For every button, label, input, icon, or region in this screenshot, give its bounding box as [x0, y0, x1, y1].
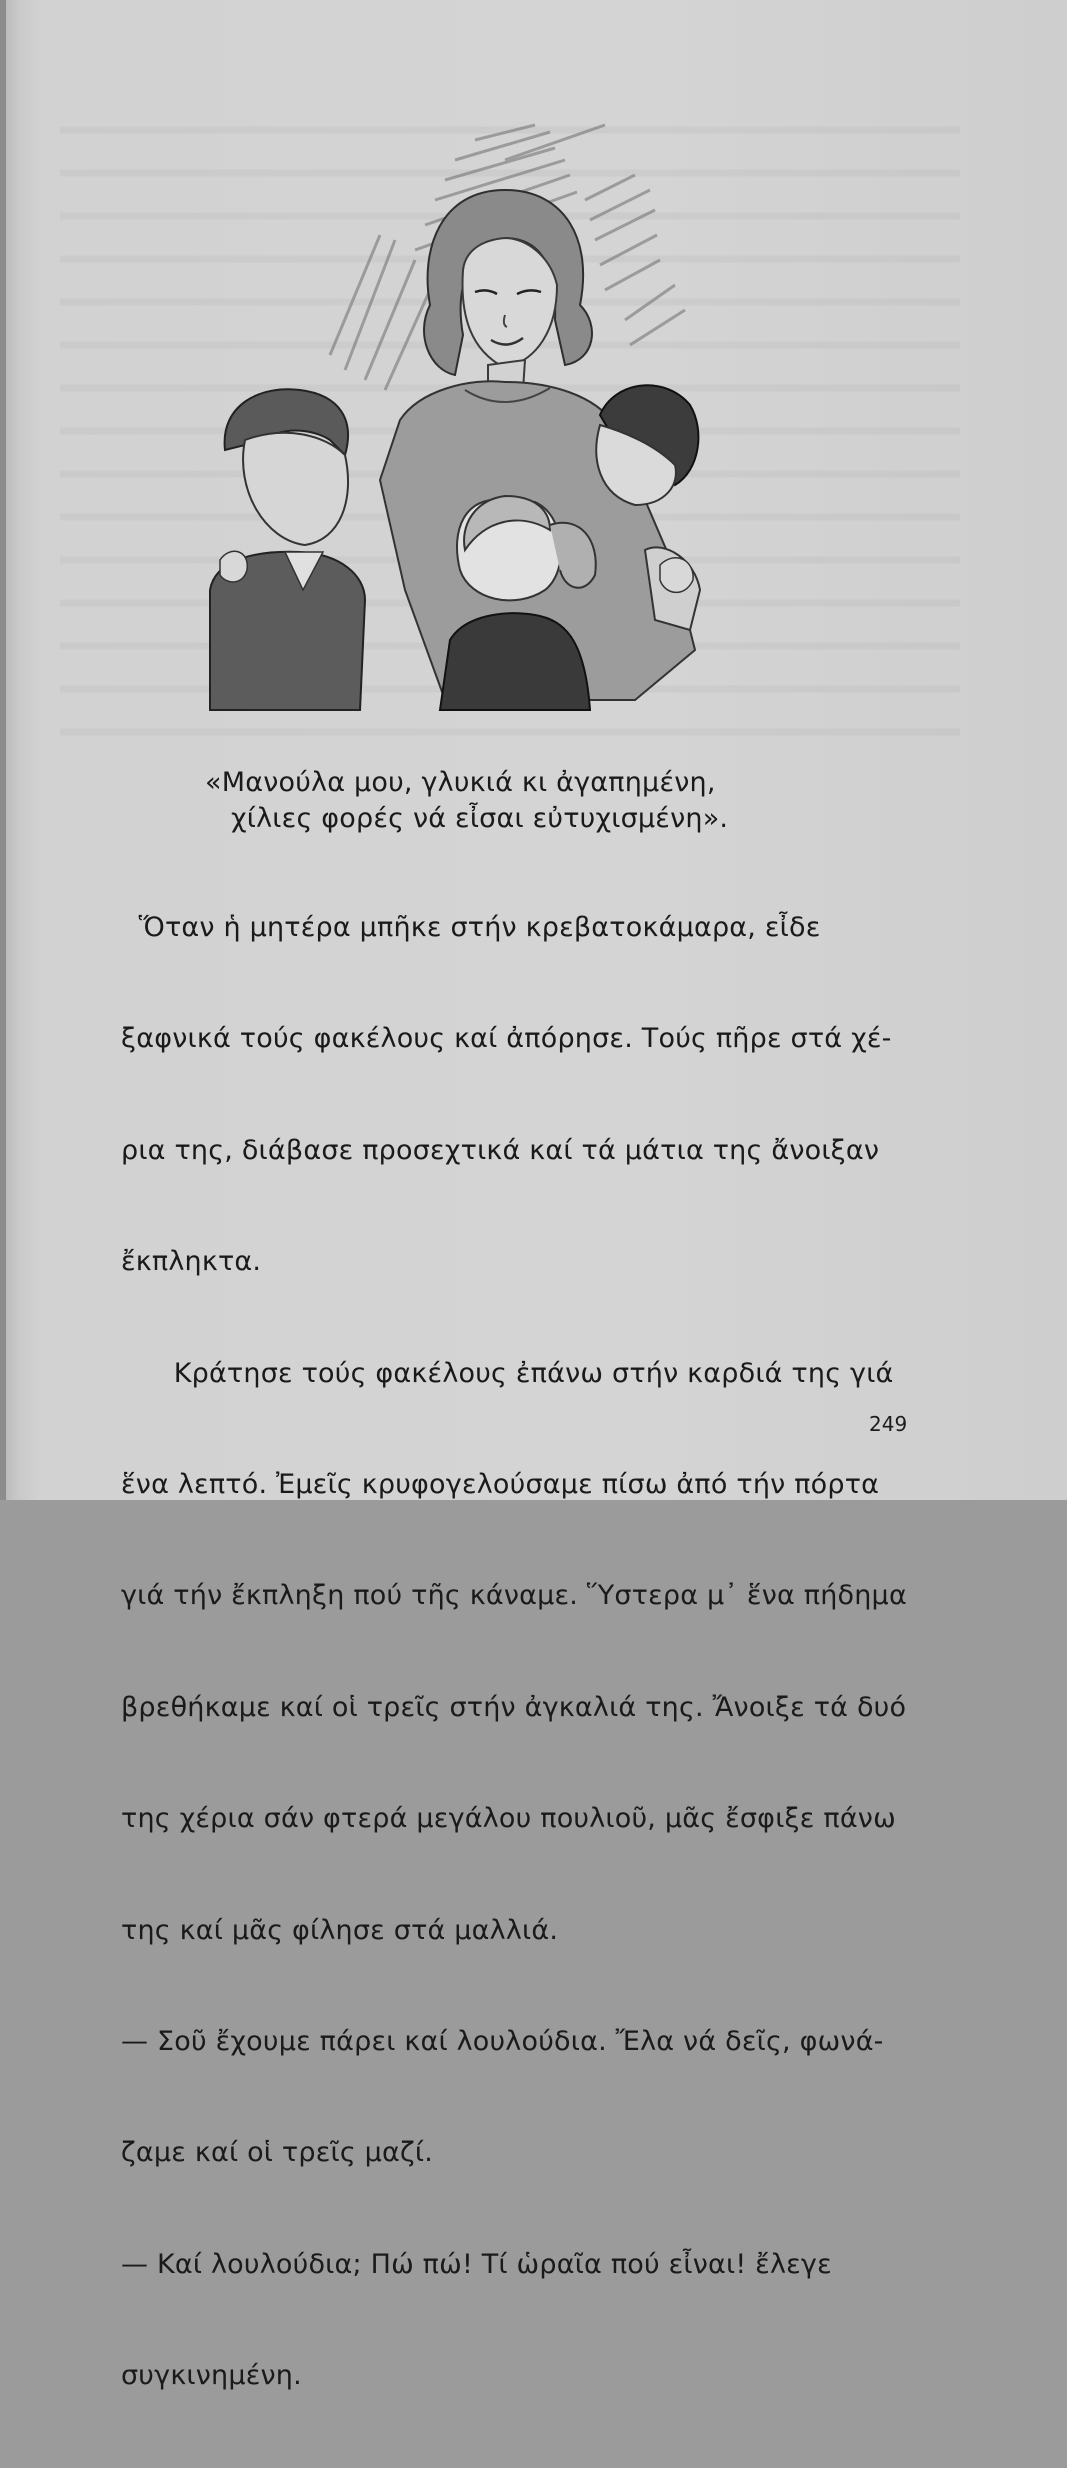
- story-line: Ὅταν ἡ μητέρα μπῆκε στήν κρεβατοκάμαρα, εἶδε: [121, 912, 821, 943]
- story-line: συγκινημένη.: [121, 2360, 302, 2392]
- story-line: της χέρια σάν φτερά μεγάλου πουλιοῦ, μᾶς ἔσφιξε πάνω: [121, 1803, 896, 1835]
- poem-line-2: χίλιες φορές νά εἶσαι εὐτυχισμένη».: [231, 803, 729, 834]
- story-line: της καί μᾶς φίλησε στά μαλλιά.: [121, 1914, 559, 1946]
- story-line: — Σοῦ ἔχουμε πάρει καί λουλούδια. Ἔλα νά δεῖς, φωνά-: [121, 2025, 884, 2057]
- story-line: — Καί λουλούδια; Πώ πώ! Τί ὡραῖα πού εἶναι! ἔλεγε: [121, 2248, 832, 2280]
- story-line: ζαμε καί οἱ τρεῖς μαζί.: [121, 2137, 434, 2169]
- poem-line-1: «Μανούλα μου, γλυκιά κι ἀγαπημένη,: [205, 767, 716, 798]
- page-number: 249: [869, 1412, 908, 1436]
- story-line: ἕνα λεπτό. Ἐμεῖς κρυφογελούσαμε πίσω ἀπό τήν πόρτα: [121, 1468, 880, 1500]
- story-line: ἔκπληκτα.: [121, 1246, 262, 1278]
- story-line: γιά τήν ἔκπληξη πού τῆς κάναμε. Ὕστερα μ᾽ ἕνα πήδημα: [121, 1580, 907, 1612]
- story-line: βρεθήκαμε καί οἱ τρεῖς στήν ἀγκαλιά της. Ἄνοιξε τά δυό: [121, 1691, 907, 1723]
- page-binding-edge: [0, 0, 6, 1500]
- story-line: ξαφνικά τούς φακέλους καί ἀπόρησε. Τούς πῆρε στά χέ-: [121, 1023, 892, 1055]
- story-text: [121, 835, 907, 2468]
- story-line: Κράτησε τούς φακέλους ἐπάνω στήν καρδιά της γιά: [121, 1357, 894, 1389]
- story-line: ρια της, διάβασε προσεχτικά καί τά μάτια της ἄνοιξαν: [121, 1134, 880, 1166]
- mother-with-three-children-illustration: [205, 120, 765, 720]
